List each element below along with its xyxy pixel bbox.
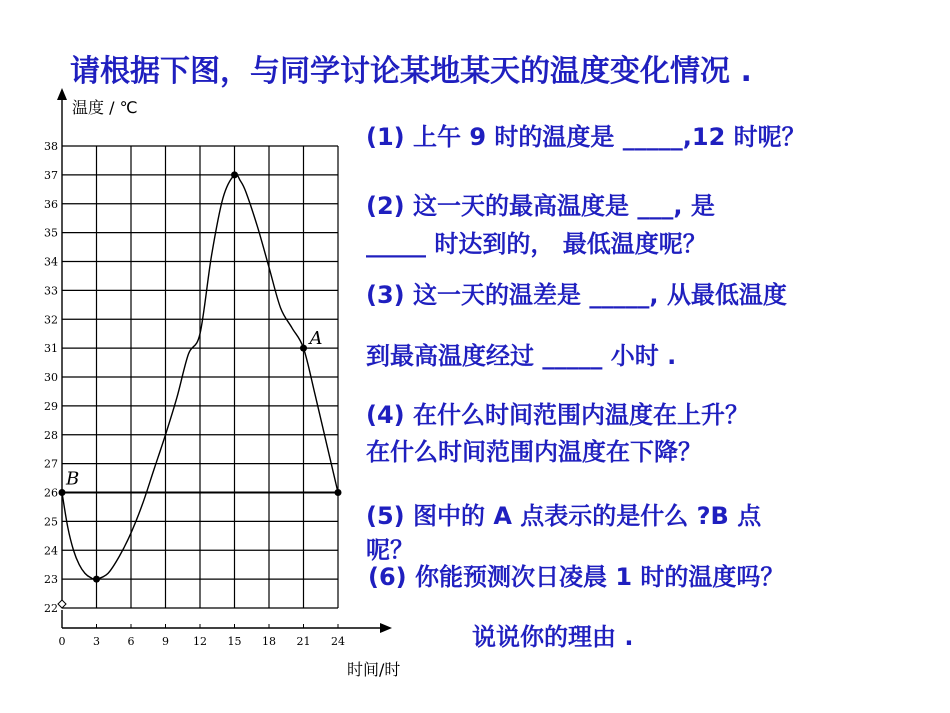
y-axis-break bbox=[58, 600, 66, 608]
y-tick-label: 32 bbox=[44, 313, 58, 327]
y-axis-label: 温度 / ℃ bbox=[72, 98, 138, 117]
y-tick-label: 35 bbox=[44, 226, 58, 240]
y-tick-label: 34 bbox=[44, 255, 58, 269]
x-tick-label: 3 bbox=[93, 635, 100, 648]
question-2-line-2: _____ 时达到的， 最低温度呢？ bbox=[366, 230, 707, 258]
y-tick-label: 33 bbox=[44, 284, 58, 298]
y-axis-arrow bbox=[57, 88, 67, 100]
question-6-line-1: (6) 你能预测次日凌晨 1 时的温度吗？ bbox=[368, 563, 785, 591]
chart-tick-labels bbox=[44, 140, 345, 648]
y-tick-label: 37 bbox=[44, 168, 58, 182]
data-point bbox=[335, 489, 342, 496]
y-tick-label: 28 bbox=[44, 428, 58, 442]
x-tick-label: 0 bbox=[58, 635, 66, 648]
chart-grid bbox=[62, 146, 338, 608]
data-point bbox=[59, 489, 66, 496]
x-axis-label: 时间/时 bbox=[347, 660, 401, 679]
y-tick-label: 23 bbox=[44, 573, 58, 587]
page-title: 请根据下图，与同学讨论某地某天的温度变化情况 . bbox=[70, 54, 752, 89]
question-3-line-2: 到最高温度经过 _____ 小时 . bbox=[366, 342, 677, 370]
x-tick-label: 24 bbox=[331, 635, 345, 648]
y-tick-label: 22 bbox=[44, 602, 58, 615]
question-2-line-1: (2) 这一天的最高温度是 ___, 是 bbox=[366, 192, 715, 220]
question-4-line-1: (4) 在什么时间范围内温度在上升？ bbox=[366, 401, 749, 429]
question-5-line-1: (5) 图中的 A 点表示的是什么 ?B 点 bbox=[366, 502, 762, 530]
y-tick-label: 29 bbox=[44, 399, 58, 413]
point-label-a: A bbox=[309, 328, 323, 350]
question-5-line-2: 呢？ bbox=[366, 536, 414, 564]
y-tick-label: 36 bbox=[44, 197, 58, 211]
data-point bbox=[231, 171, 238, 178]
question-6-line-2: 说说你的理由 . bbox=[472, 623, 634, 651]
x-tick-label: 15 bbox=[227, 635, 242, 648]
x-tick-label: 18 bbox=[262, 635, 276, 648]
x-tick-label: 9 bbox=[162, 635, 169, 648]
question-4-line-2: 在什么时间范围内温度在下降？ bbox=[366, 438, 702, 466]
point-label-b: B bbox=[66, 468, 80, 490]
y-tick-label: 30 bbox=[44, 371, 58, 384]
y-tick-label: 25 bbox=[44, 515, 58, 529]
question-3-line-1: (3) 这一天的温差是 _____, 从最低温度 bbox=[366, 281, 787, 309]
y-tick-label: 24 bbox=[44, 544, 58, 558]
chart-axes bbox=[57, 88, 392, 633]
x-tick-label: 21 bbox=[296, 635, 311, 648]
question-1: (1) 上午 9 时的温度是 _____,12 时呢？ bbox=[366, 123, 806, 151]
x-tick-label: 12 bbox=[193, 635, 207, 648]
data-point bbox=[93, 576, 100, 583]
x-tick-label: 6 bbox=[127, 635, 135, 648]
y-tick-label: 26 bbox=[44, 486, 58, 500]
y-tick-label: 38 bbox=[44, 140, 58, 153]
y-tick-label: 31 bbox=[44, 342, 58, 356]
y-tick-label: 27 bbox=[44, 457, 58, 471]
data-point bbox=[300, 345, 307, 352]
x-axis-arrow bbox=[380, 623, 392, 633]
